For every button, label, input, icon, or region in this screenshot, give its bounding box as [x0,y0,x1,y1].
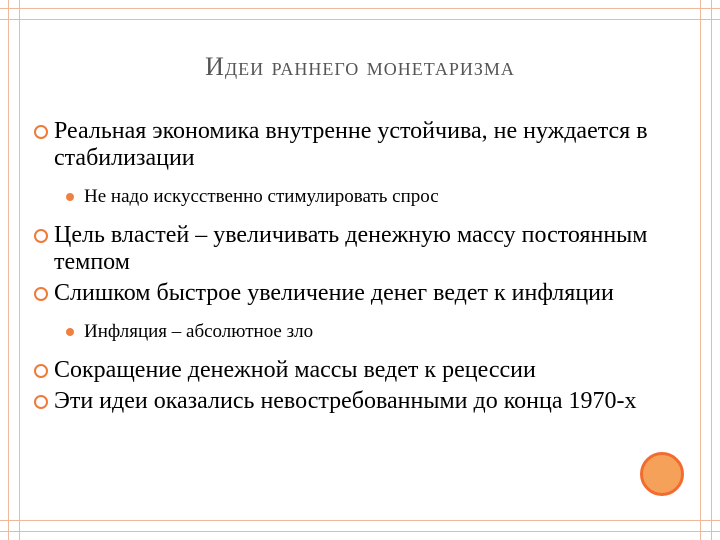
list-item [34,118,694,172]
hollow-circle-bullet-icon [34,125,48,139]
list-item [34,357,694,384]
list-item [34,280,694,307]
list-item-text: Цель властей – увеличивать денежную массу постоянным темпом [54,222,648,275]
list-item-text: Эти идеи оказались невостребованными до конца 1970-х [54,388,637,414]
sub-list-item [34,186,694,208]
bullet-list [34,118,694,419]
frame-bottom-border [0,520,720,532]
hollow-circle-bullet-icon [34,364,48,378]
hollow-circle-bullet-icon [34,287,48,301]
sub-list-item-text: Не надо искусственно стимулировать спрос [84,186,439,207]
slide-title: Идеи раннего монетаризма [205,52,515,81]
decorative-circle-icon [640,452,684,496]
list-item-text: Слишком быстрое увеличение денег ведет к инфляции [54,280,614,306]
hollow-circle-bullet-icon [34,395,48,409]
list-item-text: Реальная экономика внутренне устойчива, не нуждается в стабилизации [54,118,648,171]
dot-bullet-icon [66,328,74,336]
list-item [34,388,694,415]
sub-list-item-text: Инфляция – абсолютное зло [84,321,314,342]
hollow-circle-bullet-icon [34,229,48,243]
list-item-text: Сокращение денежной массы ведет к рецессии [54,357,536,383]
dot-bullet-icon [66,193,74,201]
frame-top-border [0,8,720,20]
sub-list-item [34,321,694,343]
list-item [34,222,694,276]
